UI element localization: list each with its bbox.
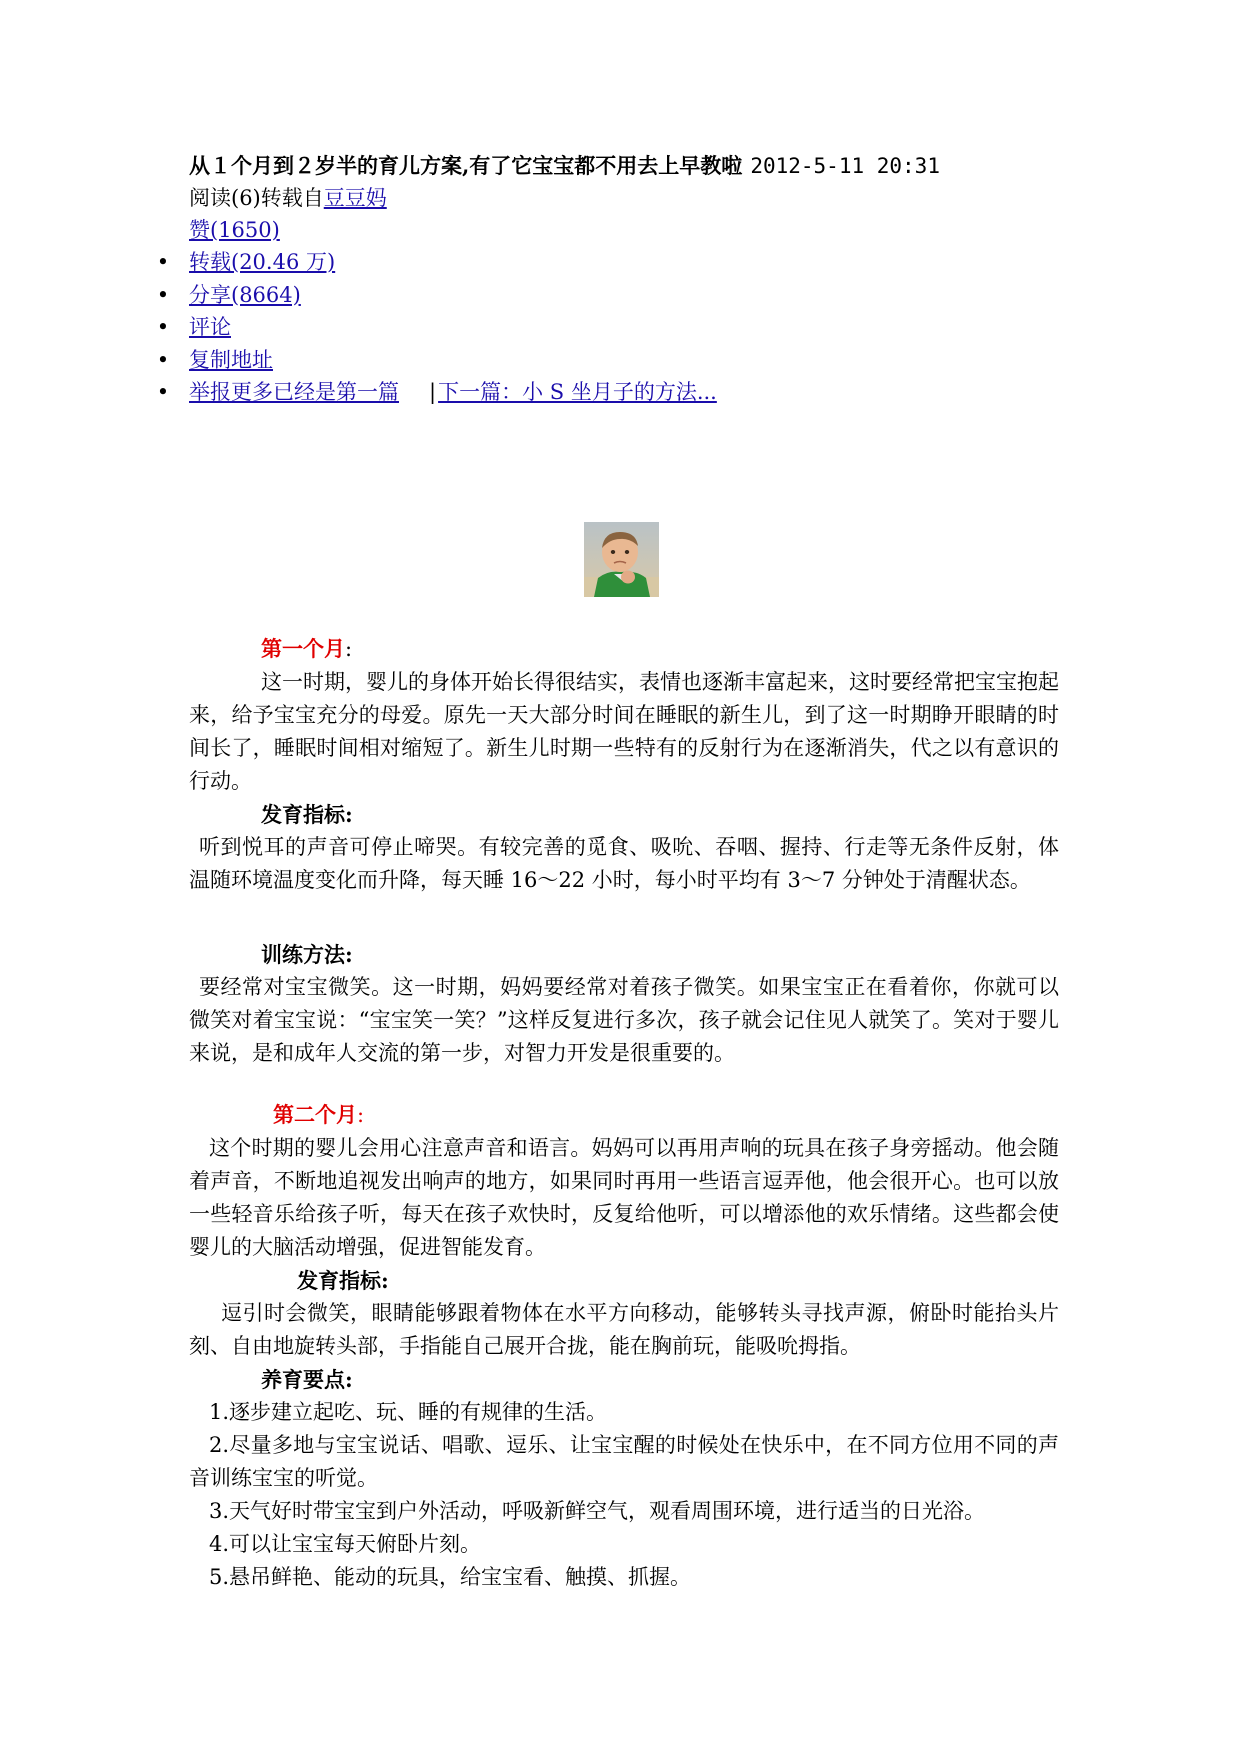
action-comment [156,311,1059,344]
bullet-icon: • [156,250,170,274]
baby-photo-icon [584,522,659,597]
month2-dev-text: 逗引时会微笑，眼睛能够跟着物体在水平方向移动，能够转头寻找声源，俯卧时能抬头片刻、自由地旋转头部，手指能自己展开合拢，能在胸前玩，能吸吮拇指。 [189,1301,1059,1358]
action-list [156,246,1059,409]
action-nav [156,376,1059,409]
article-timestamp: 2012-5-11 20:31 [750,154,940,178]
action-repost [156,246,1059,279]
comment-link[interactable]: 评论 [189,315,231,339]
care-item: 5.悬吊鲜艳、能动的玩具，给宝宝看、触摸、抓握。 [209,1565,692,1589]
like-line [189,214,1059,246]
article-title: 从１个月到２岁半的育儿方案,有了它宝宝都不用去上早教啦 [189,153,743,178]
action-share [156,279,1059,312]
month2-heading-colon: : [357,1103,365,1127]
next-article-link[interactable]: 下一篇：小 S 坐月子的方法... [438,380,717,404]
action-copy-address [156,344,1059,377]
bullet-icon: • [156,380,170,404]
month1-dev-text: 听到悦耳的声音可停止啼哭。有较完善的觅食、吸吮、吞咽、握持、行走等无条件反射，体温随环境温度变化而升降，每天睡 16～22 小时，每小时平均有 3～7 分钟处于清醒状态。 [189,835,1059,892]
bullet-icon: • [156,347,170,372]
month2-heading: 第二个月 [273,1102,357,1127]
month1-heading-colon: : [345,637,353,661]
share-link[interactable]: 分享(8664) [189,282,301,307]
meta-line [189,182,1059,214]
month2-dev-heading: 发育指标: [297,1268,389,1293]
month1-train-section [189,938,1059,1070]
month1-section [189,632,1059,897]
bullet-icon: • [156,282,170,307]
repost-link[interactable]: 转载(20.46 万) [189,250,336,274]
bullet-icon: • [156,315,170,339]
report-more-link[interactable]: 举报更多已经是第一篇 [189,380,399,404]
month2-care-heading: 养育要点: [261,1367,353,1392]
meta-prefix: 阅读(6)转载自 [189,186,324,210]
month1-train-heading: 训练方法: [261,942,353,967]
month1-heading: 第一个月 [261,636,345,661]
title-line [189,150,1059,182]
copy-address-link[interactable]: 复制地址 [189,347,273,372]
month2-section [189,1098,1059,1594]
month2-heading-line [189,1098,1059,1132]
care-item: 2.尽量多地与宝宝说话、唱歌、逗乐、让宝宝醒的时候处在快乐中，在不同方位用不同的声音训练宝宝的听觉。 [189,1433,1059,1490]
care-item: 1.逐步建立起吃、玩、睡的有规律的生活。 [209,1400,608,1424]
care-item: 3.天气好时带宝宝到户外活动，呼吸新鲜空气，观看周围环境，进行适当的日光浴。 [209,1499,986,1523]
nav-separator: | [429,380,437,404]
article-header [156,150,1059,409]
month1-train-text: 要经常对宝宝微笑。这一时期，妈妈要经常对着孩子微笑。如果宝宝正在看着你，你就可以微笑对着宝宝说：“宝宝笑一笑？”这样反复进行多次，孩子就会记住见人就笑了。笑对于婴儿来说，是和成年人交流的第一步，对智力开发是很重要的。 [189,975,1059,1065]
month1-heading-line [189,632,1059,666]
baby-photo [584,522,659,597]
source-author-link[interactable]: 豆豆妈 [323,186,387,210]
month2-intro: 这个时期的婴儿会用心注意声音和语言。妈妈可以再用声响的玩具在孩子身旁摇动。他会随着声音，不断地追视发出响声的地方，如果同时再用一些语言逗弄他，他会很开心。也可以放一些轻音乐给孩子听，每天在孩子欢快时，反复给他听，可以增添他的欢乐情绪。这些都会使婴儿的大脑活动增强，促进智能发育。 [189,1136,1059,1259]
care-item: 4.可以让宝宝每天俯卧片刻。 [209,1532,482,1556]
like-link[interactable]: 赞(1650) [189,218,280,242]
month1-intro: 这一时期，婴儿的身体开始长得很结实，表情也逐渐丰富起来，这时要经常把宝宝抱起来，给予宝宝充分的母爱。原先一天大部分时间在睡眠的新生儿，到了这一时期睁开眼睛的时间长了，睡眠时间相对缩短了。新生儿时期一些特有的反射行为在逐渐消失，代之以有意识的行动。 [189,670,1059,793]
month1-dev-heading: 发育指标: [261,802,353,827]
